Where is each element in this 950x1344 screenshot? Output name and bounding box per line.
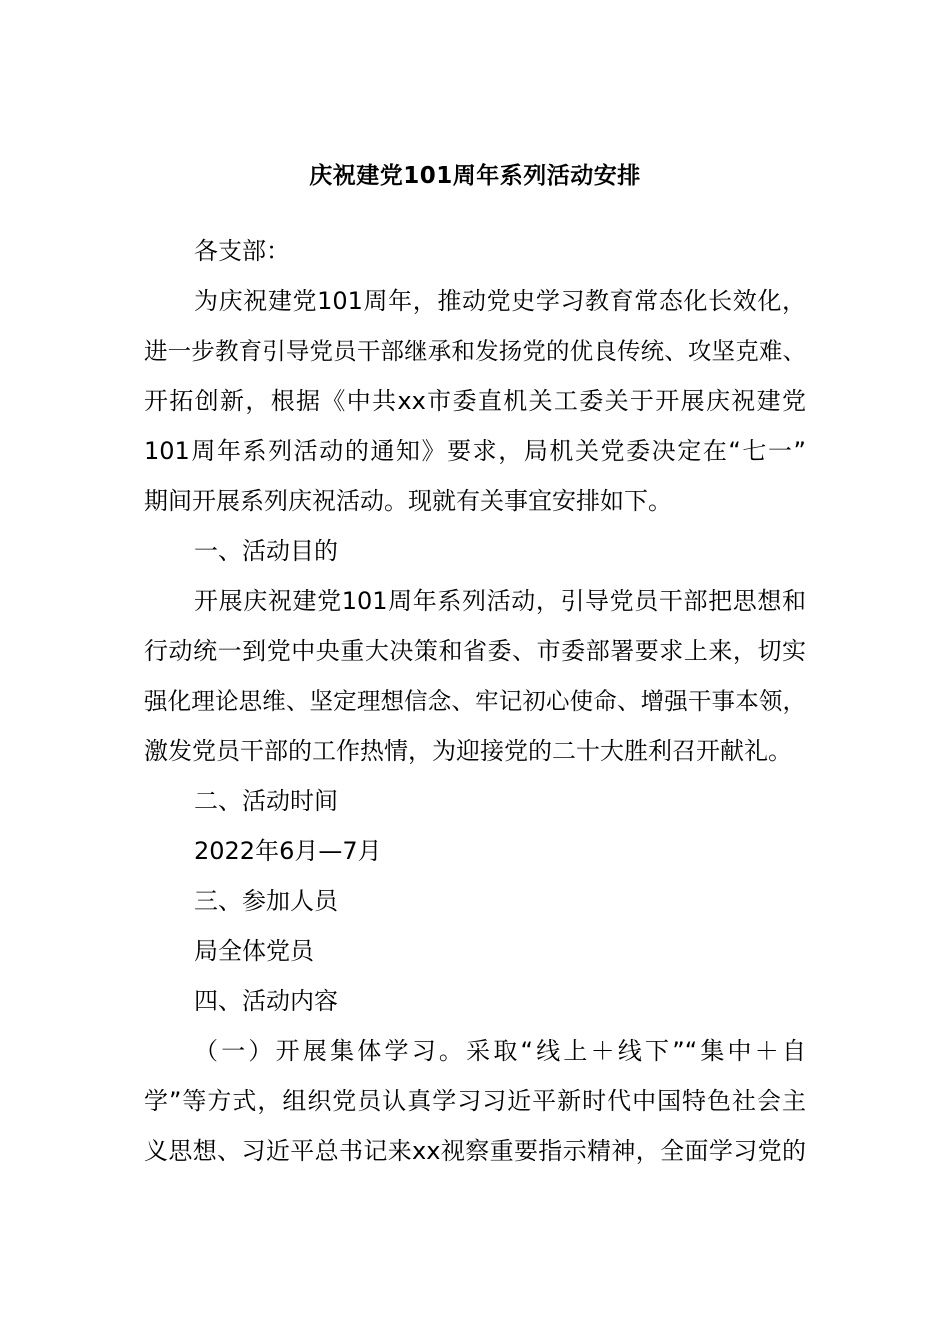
text-line: 行动统一到党中央重大决策和省委、市委部署要求上来，切实 (144, 637, 806, 665)
text-line: 三、参加人员 (194, 887, 338, 915)
text-line: 进一步教育引导党员干部继承和发扬党的优良传统、攻坚克难、 (144, 337, 806, 365)
text-line: 激发党员干部的工作热情，为迎接党的二十大胜利召开献礼。 (144, 737, 792, 765)
text-line: 学”等方式，组织党员认真学习习近平新时代中国特色社会主 (144, 1087, 806, 1115)
text-line: 开展庆祝建党101周年系列活动，引导党员干部把思想和 (194, 587, 806, 615)
text-line: 一、活动目的 (194, 537, 338, 565)
text-line: （一）开展集体学习。采取“线上＋线下”“集中＋自 (194, 1037, 806, 1065)
text-line: 局全体党员 (194, 937, 314, 965)
text-line: 期间开展系列庆祝活动。现就有关事宜安排如下。 (144, 487, 672, 515)
document-body (144, 226, 806, 1176)
text-line: 开拓创新，根据《中共xx市委直机关工委关于开展庆祝建党 (144, 387, 806, 415)
text-line: 为庆祝建党101周年，推动党史学习教育常态化长效化， (194, 287, 806, 315)
text-line: 义思想、习近平总书记来xx视察重要指示精神，全面学习党的 (144, 1137, 806, 1165)
text-line: 强化理论思维、坚定理想信念、牢记初心使命、增强干事本领， (144, 687, 806, 715)
text-line: 各支部： (194, 237, 290, 265)
text-line: 二、活动时间 (194, 787, 338, 815)
document-title: 庆祝建党101周年系列活动安排 (309, 163, 641, 189)
text-line: 101周年系列活动的通知》要求，局机关党委决定在“七一” (144, 437, 806, 465)
text-line: 2022年6月—7月 (194, 837, 382, 865)
text-line: 四、活动内容 (194, 987, 338, 1015)
